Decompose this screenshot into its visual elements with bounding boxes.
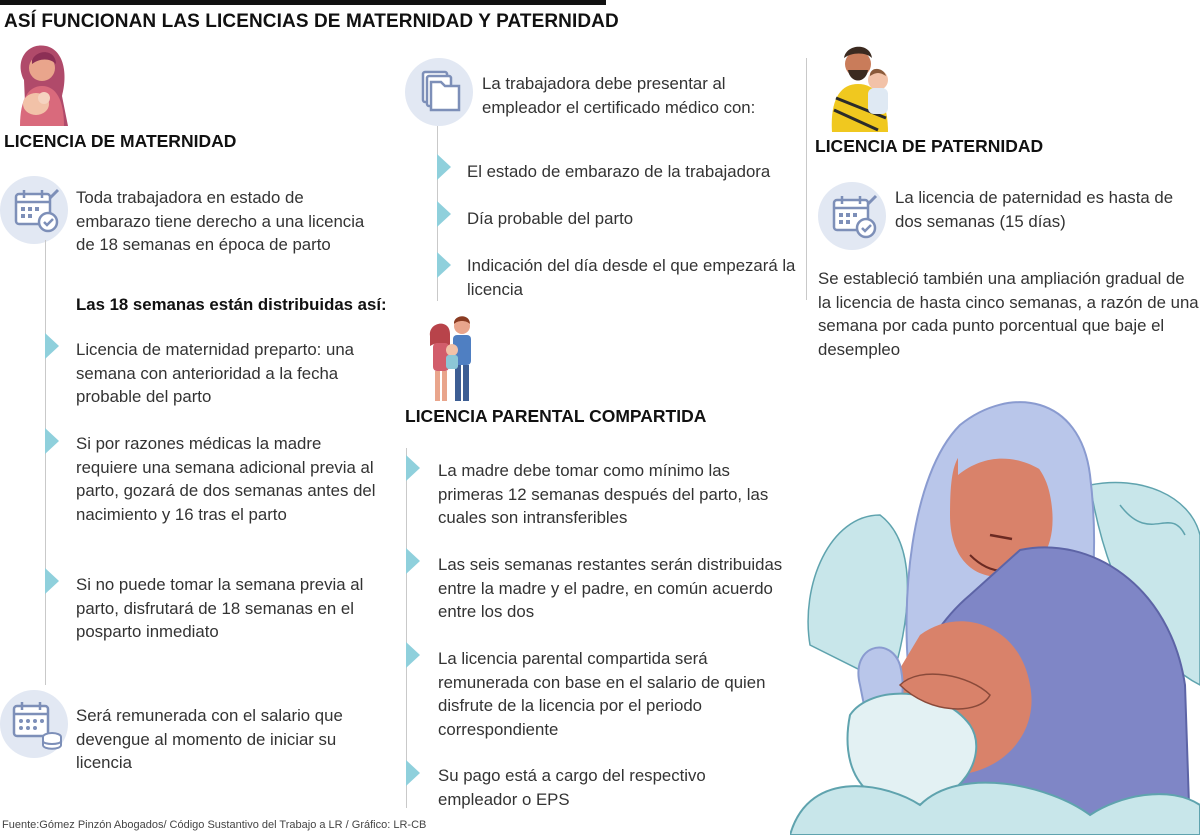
maternity-bullet-2: Si por razones médicas la madre requiere una semana adicional previa al parto, gozará de dos semanas antes del nacimiento y 16 tras el parto [76, 434, 376, 524]
source-footer: Fuente:Gómez Pinzón Abogados/ Código Sustantivo del Trabajo a LR / Gráfico: LR-CB [2, 819, 427, 831]
bullet-marker [45, 333, 59, 359]
page-title: ASÍ FUNCIONAN LAS LICENCIAS DE MATERNIDAD Y PATERNIDAD [4, 11, 619, 32]
title-rule [0, 0, 606, 5]
bullet-marker [406, 548, 420, 574]
paternity-extension: Se estableció también una ampliación gradual de la licencia de hasta cinco semanas, a razón de una semana por cada punto porcentual que baje el desempleo [818, 269, 1199, 359]
paternity-intro: La licencia de paternidad es hasta de dos semanas (15 días) [895, 188, 1174, 231]
certificate-bullet-1: El estado de embarazo de la trabajadora [467, 162, 771, 181]
bullet-marker [406, 455, 420, 481]
maternity-title: LICENCIA DE MATERNIDAD [4, 131, 237, 151]
bullet-marker [437, 154, 451, 180]
bullet-marker [406, 760, 420, 786]
maternity-payment: Será remunerada con el salario que devengue al momento de iniciar su licencia [76, 706, 343, 772]
folder-documents-icon [405, 58, 473, 126]
calendar-coins-icon [0, 690, 68, 758]
maternity-bullet-1: Licencia de maternidad preparto: una semana con anterioridad a la fecha probable del parto [76, 340, 355, 406]
parental-bullet-1: La madre debe tomar como mínimo las primeras 12 semanas después del parto, las cuales son intransferibles [438, 461, 769, 527]
maternity-intro: Toda trabajadora en estado de embarazo tiene derecho a una licencia de 18 semanas en época de parto [76, 188, 365, 254]
parental-title: LICENCIA PARENTAL COMPARTIDA [405, 406, 707, 426]
calendar-check-icon [818, 182, 886, 250]
parental-bullet-3: La licencia parental compartida será remunerada con base en el salario de quien disfrute de la licencia por el periodo correspondiente [438, 649, 766, 739]
paternity-title: LICENCIA DE PATERNIDAD [815, 136, 1044, 156]
certificate-bullet-2: Día probable del parto [467, 209, 634, 228]
parental-timeline [406, 448, 407, 808]
mother-illustration [6, 40, 72, 126]
bullet-marker [437, 201, 451, 227]
bullet-marker [437, 252, 451, 278]
bullet-marker [45, 428, 59, 454]
bullet-marker [45, 568, 59, 594]
bullet-marker [406, 642, 420, 668]
maternity-bullet-3: Si no puede tomar la semana previa al parto, disfrutará de 18 semanas en el posparto inmediato [76, 575, 364, 641]
certificate-intro: La trabajadora debe presentar al empleador el certificado médico con: [482, 74, 756, 117]
maternity-subtitle: Las 18 semanas están distribuidas así: [76, 295, 387, 314]
family-illustration [424, 314, 484, 406]
maternity-timeline [45, 240, 46, 685]
parental-bullet-4: Su pago está a cargo del respectivo empleador o EPS [438, 766, 706, 809]
calendar-check-icon [0, 176, 68, 244]
father-illustration [826, 40, 898, 132]
certificate-bullet-3: Indicación del día desde el que empezará la licencia [467, 256, 796, 299]
parental-bullet-2: Las seis semanas restantes serán distribuidas entre la madre y el padre, en común acuerdo entre los dos [438, 555, 783, 621]
paternity-divider [806, 58, 807, 300]
breastfeeding-illustration [790, 385, 1200, 835]
